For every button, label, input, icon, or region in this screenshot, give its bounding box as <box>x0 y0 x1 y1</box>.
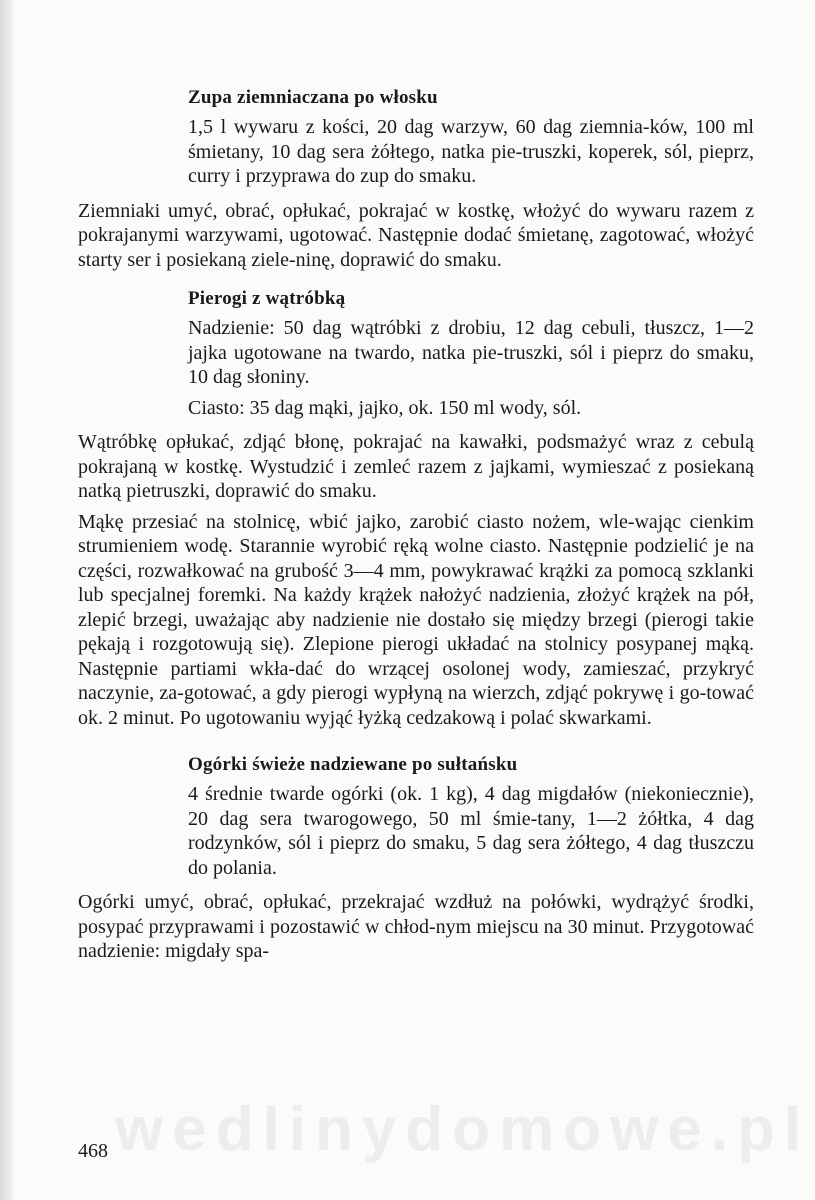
recipe-title: Pierogi z wątróbką <box>188 288 346 309</box>
recipe-ingredients: 4 średnie twarde ogórki (ok. 1 kg), 4 dag migdałów (niekoniecznie), 20 dag sera twarogowego, 50 ml śmie-tany, 1—2 żółtka, 4 dag rodzynków, sól i pieprz do smaku, 5 dag sera żółtego, 4 dag tłuszczu do polania. <box>188 783 754 879</box>
watermark-text: wedlinydomowe.pl <box>115 1095 811 1164</box>
recipe-ogorki-nadziewane <box>78 752 754 964</box>
page-number: 468 <box>78 1140 108 1162</box>
recipe-title: Ogórki świeże nadziewane po sułtańsku <box>188 754 518 775</box>
recipe-instructions: Wątróbkę opłukać, zdjąć błonę, pokrajać na kawałki, podsmażyć wraz z cebulą pokrajaną w kostkę. Wystudzić i zemleć razem z jajkami, wymieszać z posiekaną natką pietruszki, doprawić do smaku. <box>78 431 754 502</box>
recipe-pierogi-z-watrobka <box>78 286 754 730</box>
recipe-ingredients-filling: Nadzienie: 50 dag wątróbki z drobiu, 12 dag cebuli, tłuszcz, 1—2 jajka ugotowane na twardo, natka pie-truszki, sól i pieprz do smaku, 10 dag słoniny. <box>188 317 754 388</box>
page-content <box>78 85 754 964</box>
recipe-instructions: Ziemniaki umyć, obrać, opłukać, pokrajać w kostkę, włożyć do wywaru razem z pokrajanymi warzywami, ugotować. Następnie dodać śmietanę, zagotować, włożyć starty ser i posiekaną ziele-ninę, doprawić do smaku. <box>78 199 754 271</box>
recipe-title: Zupa ziemniaczana po włosku <box>188 87 438 108</box>
recipe-instructions: Ogórki umyć, obrać, opłukać, przekrajać wzdłuż na połówki, wydrążyć środki, posypać przyprawami i pozostawić w chłod-nym miejscu na 30 minut. Przygotować nadzienie: migdały spa- <box>78 891 754 962</box>
recipe-ingredients-dough: Ciasto: 35 dag mąki, jajko, ok. 150 ml wody, sól. <box>188 396 582 419</box>
recipe-instructions: Mąkę przesiać na stolnicę, wbić jajko, zarobić ciasto nożem, wle-wając cienkim strumieniem wodę. Starannie wyrobić ręką wolne ciasto. Następnie podzielić je na części, rozwałkować na grubość 3—4 mm, powykrawać krążki za pomocą szklanki lub specjalnej foremki. Na każdy krążek nałożyć nadzienia, złożyć krążek na pół, zlepić brzegi, uważając aby nadzienie nie dostało się między brzegi (pierogi takie pękają i rozgotowują się). Zlepione pierogi układać na stolnicy posypanej mąką. Następnie partiami wkła-dać do wrzącej osolonej wody, zamieszać, przykryć naczynie, za-gotować, a gdy pierogi wypłyną na wierzch, zdjąć pokrywę i go-tować ok. 2 minut. Po ugotowaniu wyjąć łyżką cedzakową i polać skwarkami. <box>78 510 754 729</box>
page-binding-shadow <box>0 0 14 1200</box>
recipe-ingredients: 1,5 l wywaru z kości, 20 dag warzyw, 60 dag ziemnia-ków, 100 ml śmietany, 10 dag sera żółtego, natka pie-truszki, koperek, sól, pieprz, curry i przyprawa do zup do smaku. <box>188 116 754 187</box>
recipe-zupa-ziemniaczana <box>78 85 754 272</box>
